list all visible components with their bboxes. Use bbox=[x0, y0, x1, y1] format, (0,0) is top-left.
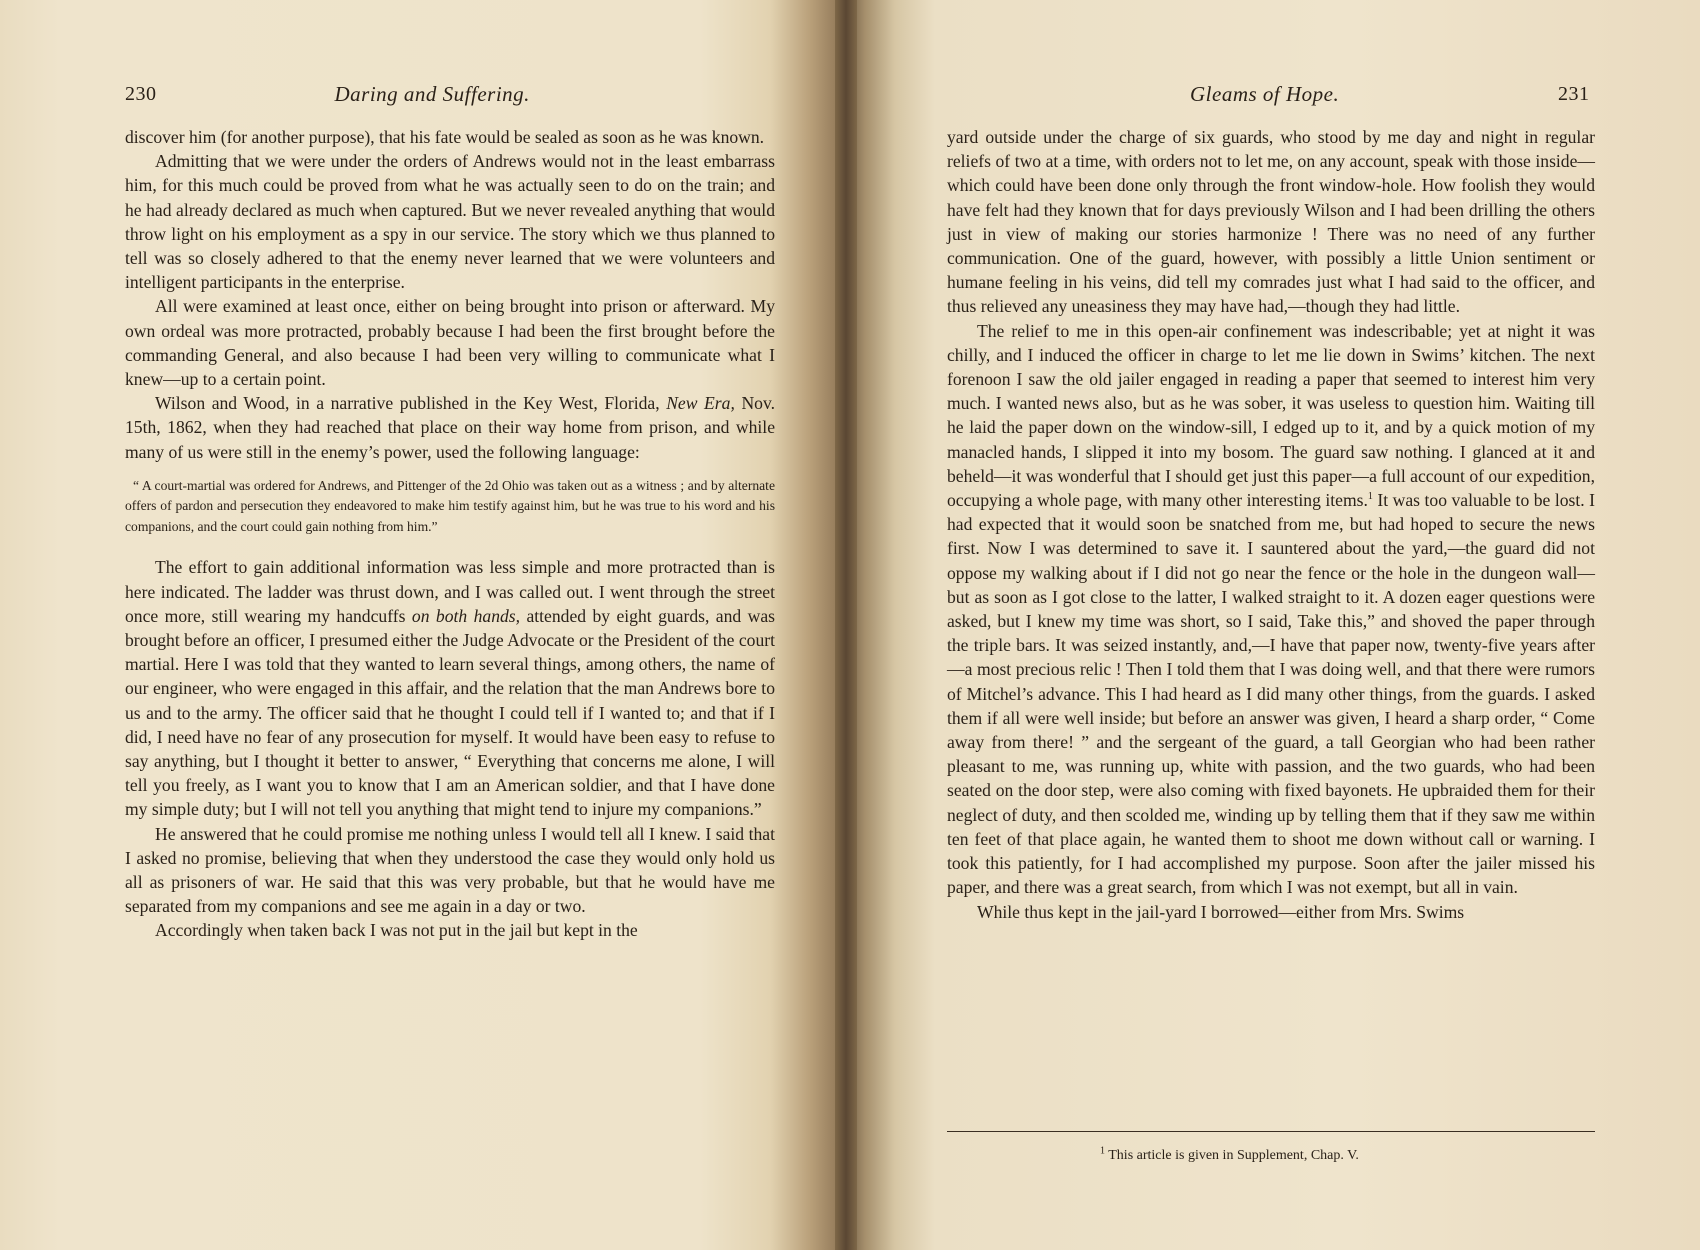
newspaper-title: New Era, bbox=[666, 393, 735, 414]
footnote-reference: 1 bbox=[1367, 491, 1373, 503]
text-run: attended by eight guards, and was brought before an officer, I presumed either the Judge Advocate or the President of the court martial. Here I was told that they wanted to learn several things, among others, the name of our engineer, who were engaged in this affair, and the relation that the man Andrews bore to us and to the army. The officer said that he thought I could tell if I wanted to; and that if I did, I need have no fear of any prosecution for myself. It would have been easy to refuse to say anything, but I thought it better to answer, “ Everything that concerns me alone, I will tell you freely, as I want you to know that I am an American soldier, and that I have done my simple duty; but I will not tell you anything that might tend to injure my companions.” bbox=[125, 605, 775, 820]
text-run: handcuffs bbox=[336, 605, 406, 626]
paragraph: While thus kept in the jail-yard I borrowed—either from Mrs. Swims bbox=[977, 901, 1465, 922]
paragraph bbox=[947, 319, 1595, 900]
paragraph: He answered that he could promise me nothing unless I would tell all I knew. I said that I asked no promise, believing that when they understood the case they would only hold us all as prisoners of war. He said that this was very probable, but that he would have me separated from my companions and see me again in a day or two. bbox=[125, 823, 775, 917]
paragraph: Accordingly when taken back I was not put in the jail but kept in the bbox=[155, 920, 638, 941]
text-run: Wilson and Wood, in a narrative published in the Key West, Florida, bbox=[155, 393, 660, 414]
paragraph: Admitting that we were under the orders of Andrews would not in the least embarrass him, for this much could be proved from what he was actually seen to do on the train; and he had already declared as much when captured. But we never revealed anything that would throw light on his employment as a spy in our service. The story which we thus planned to tell was so closely adhered to that the enemy never learned that we were volunteers and intelligent participants in the enterprise. bbox=[125, 151, 775, 293]
book-gutter bbox=[835, 0, 857, 1250]
left-page bbox=[0, 0, 845, 1250]
italic-phrase: on both hands, bbox=[411, 605, 521, 626]
paragraph bbox=[125, 555, 775, 821]
right-page-number: 231 bbox=[1558, 82, 1590, 105]
footnote-mark: 1 bbox=[1100, 1145, 1105, 1157]
text-run: Nov. 15th, 1862, when they had reached that place on their way home from prison, and while many of us were still in the enemy’s power, used the following language: bbox=[125, 393, 775, 462]
text-run: The relief to me in this open-air confinement was indescribable; yet at night it was chilly, and I induced the officer in charge to let me lie down in Swims’ kitchen. The next forenoon I saw the old jailer engaged in reading a paper that seemed to interest him very much. I wanted news also, but as he was sober, it was useless to question him. Waiting till he laid the paper down on the window-sill, I edged up to it, and by a quick motion of my manacled hands, I slipped it into my bosom. The guard saw nothing. I glanced at it and beheld—it was wonderful that I should get just this paper—a full account of our expedition, occupying a whole page, with many other interesting items. bbox=[947, 320, 1595, 511]
left-page-number: 230 bbox=[125, 82, 157, 105]
left-running-title: Daring and Suffering. bbox=[334, 81, 530, 106]
right-page-body bbox=[947, 125, 1595, 924]
paragraph bbox=[125, 391, 775, 464]
paragraph: All were examined at least once, either on being brought into prison or afterward. My own ordeal was more protracted, probably because I had been the first brought before the commanding General, and also because I had been very willing to communicate what I knew—up to a certain point. bbox=[125, 296, 775, 390]
footnote bbox=[1100, 1145, 1359, 1164]
right-page-header bbox=[900, 80, 1600, 108]
footnote-rule bbox=[947, 1131, 1595, 1132]
right-running-title: Gleams of Hope. bbox=[1190, 81, 1340, 106]
text-run: It was too valuable to be lost. I had expected that it would soon be snatched from me, but had hoped to secure the news first. Now I was determined to save it. I sauntered about the yard,—the guard did not oppose my walking about if I did not go near the fence or the hole in the dungeon wall—but as soon as I got close to the latter, I walked straight to it. A dozen eager questions were asked, but I knew my time was short, so I said, Take this,” and shoved the paper through the triple bars. It was seized instantly, and,—I have that paper now, twenty-five years after—a most precious relic ! Then I told them that I was doing well, and that there were rumors of Mitchel’s advance. This I had heard as I did many other things, from the guards. I asked them if all were well inside; but before an answer was given, I heard a sharp order, “ Come away from there! ” and the sergeant of the guard, a tall Georgian who had been rather pleasant to me, was running up, white with passion, and the two guards, who had been seated on the door step, were also coming with fixed bayonets. He upbraided them for their neglect of duty, and then scolded me, winding up by telling them that if they saw me within ten feet of that place again, he wanted them to shoot me down without call or warning. I took this patiently, for I had accomplished my purpose. Soon after the jailer missed his paper, and there was a great search, from which I was not exempt, but all in vain. bbox=[947, 490, 1595, 898]
block-quote: “ A court-martial was ordered for Andrews, and Pittenger of the 2d Ohio was taken out as a witness ; and by alternate offers of pardon and persecution they endeavored to make him testify against him, but he was true to his word and his companions, and the court could gain nothing from him.” bbox=[125, 477, 775, 534]
left-page-body bbox=[125, 125, 775, 943]
paragraph: discover him (for another purpose), that his fate would be sealed as soon as he was known. bbox=[125, 127, 765, 147]
paragraph: yard outside under the charge of six guards, who stood by me day and night in regular reliefs of two at a time, with orders not to let me, on any account, speak with those inside—which could have been done only through the front window-hole. How foolish they would have felt had they known that for days previously Wilson and I had been drilling the others just in view of making our stories harmonize ! There was no need of any further communication. One of the guard, however, with possibly a little Union sentiment or humane feeling in his veins, did tell my comrades just what I had said to the officer, and thus relieved any uneasiness they may have had,—though they had little. bbox=[947, 127, 1595, 317]
footnote-text: This article is given in Supplement, Chap. V. bbox=[1108, 1148, 1359, 1163]
text-run: The effort to gain additional information was less simple and more protracted than is here indicated. The ladder was thrust down, and I was called out. I went through the street once more, still wearing my bbox=[125, 557, 775, 626]
left-page-header bbox=[125, 80, 775, 108]
